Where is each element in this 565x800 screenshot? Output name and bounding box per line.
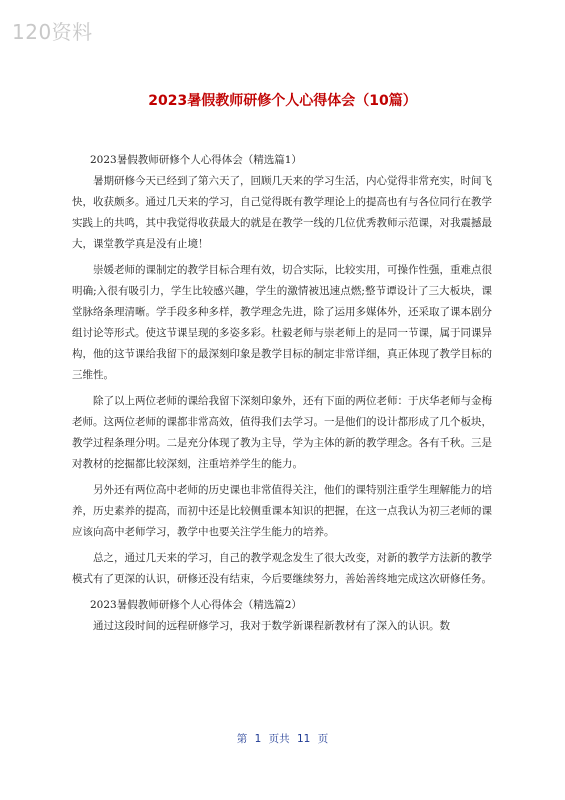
page-footer: [0, 731, 565, 746]
paragraph: 除了以上两位老师的课给我留下深刻印象外，还有下面的两位老师：于庆华老师与金梅老师。这两位老师的课都非常高效，值得我们去学习。一是他们的设计都形成了几个板块，教学过程条理分明。二是充分体现了教为主导，学为主体的新的教学理念。各有千秋。三是对教材的挖掘都比较深刻，注重培养学生的能力。: [72, 395, 492, 470]
section-heading: 2023暑假教师研修个人心得体会（精选篇1）: [90, 154, 302, 166]
paragraph: 通过这段时间的远程研修学习，我对于数学新课程新教材有了深入的认识。数: [93, 620, 450, 632]
footer-prefix: 第: [236, 733, 248, 745]
paragraph: 暑期研修今天已经到了第六天了，回顾几天来的学习生活，内心觉得非常充实，时间飞快，收获颇多。通过几天来的学习，自己觉得既有教学理论上的提高也有与各位同行在教学实践上的共鸣，其中我觉得收获最大的就是在教学一线的几位优秀教师示范课，对我震撼最大，课堂教学真是没有止境！: [72, 175, 492, 250]
paragraph: 崇媛老师的课制定的教学目标合理有效，切合实际，比较实用，可操作性强，重难点很明确;入很有吸引力，学生比较感兴趣，学生的激情被迅速点燃;整节谭设计了三大板块，课堂脉络条理清晰。学手段多种多样，教学理念先进，除了运用多媒体外，还采取了课本剧分组讨论等形式。使这节课呈现的多姿多彩。杜毅老师与崇老师上的是同一节课，属于同课异构，他的这节课给我留下的最深刻印象是教学目标的制定非常详细，真正体现了教学目标的三维性。: [72, 264, 492, 381]
document-title: 2023暑假教师研修个人心得体会（10篇）: [148, 93, 417, 109]
section-heading: 2023暑假教师研修个人心得体会（精选篇2）: [90, 599, 302, 611]
footer-middle: 页共: [268, 733, 290, 745]
paragraph: 另外还有两位高中老师的历史课也非常值得关注，他们的课特别注重学生理解能力的培养，历史素养的提高，而初中还是比较侧重课本知识的把握，在这一点我认为初三老师的课应该向高中老师学习，教学中也要关注学生能力的培养。: [72, 484, 492, 538]
footer-page-number: 1: [254, 733, 262, 745]
document-body: [72, 150, 492, 642]
watermark-logo: 120资料: [12, 20, 93, 44]
paragraph: 总之，通过几天来的学习，自己的教学观念发生了很大改变，对新的教学方法新的教学模式有了更深的认识，研修还没有结束，今后要继续努力，善始善终地完成这次研修任务。: [72, 552, 492, 585]
footer-suffix: 页: [317, 733, 329, 745]
footer-total-pages: 11: [297, 733, 311, 745]
